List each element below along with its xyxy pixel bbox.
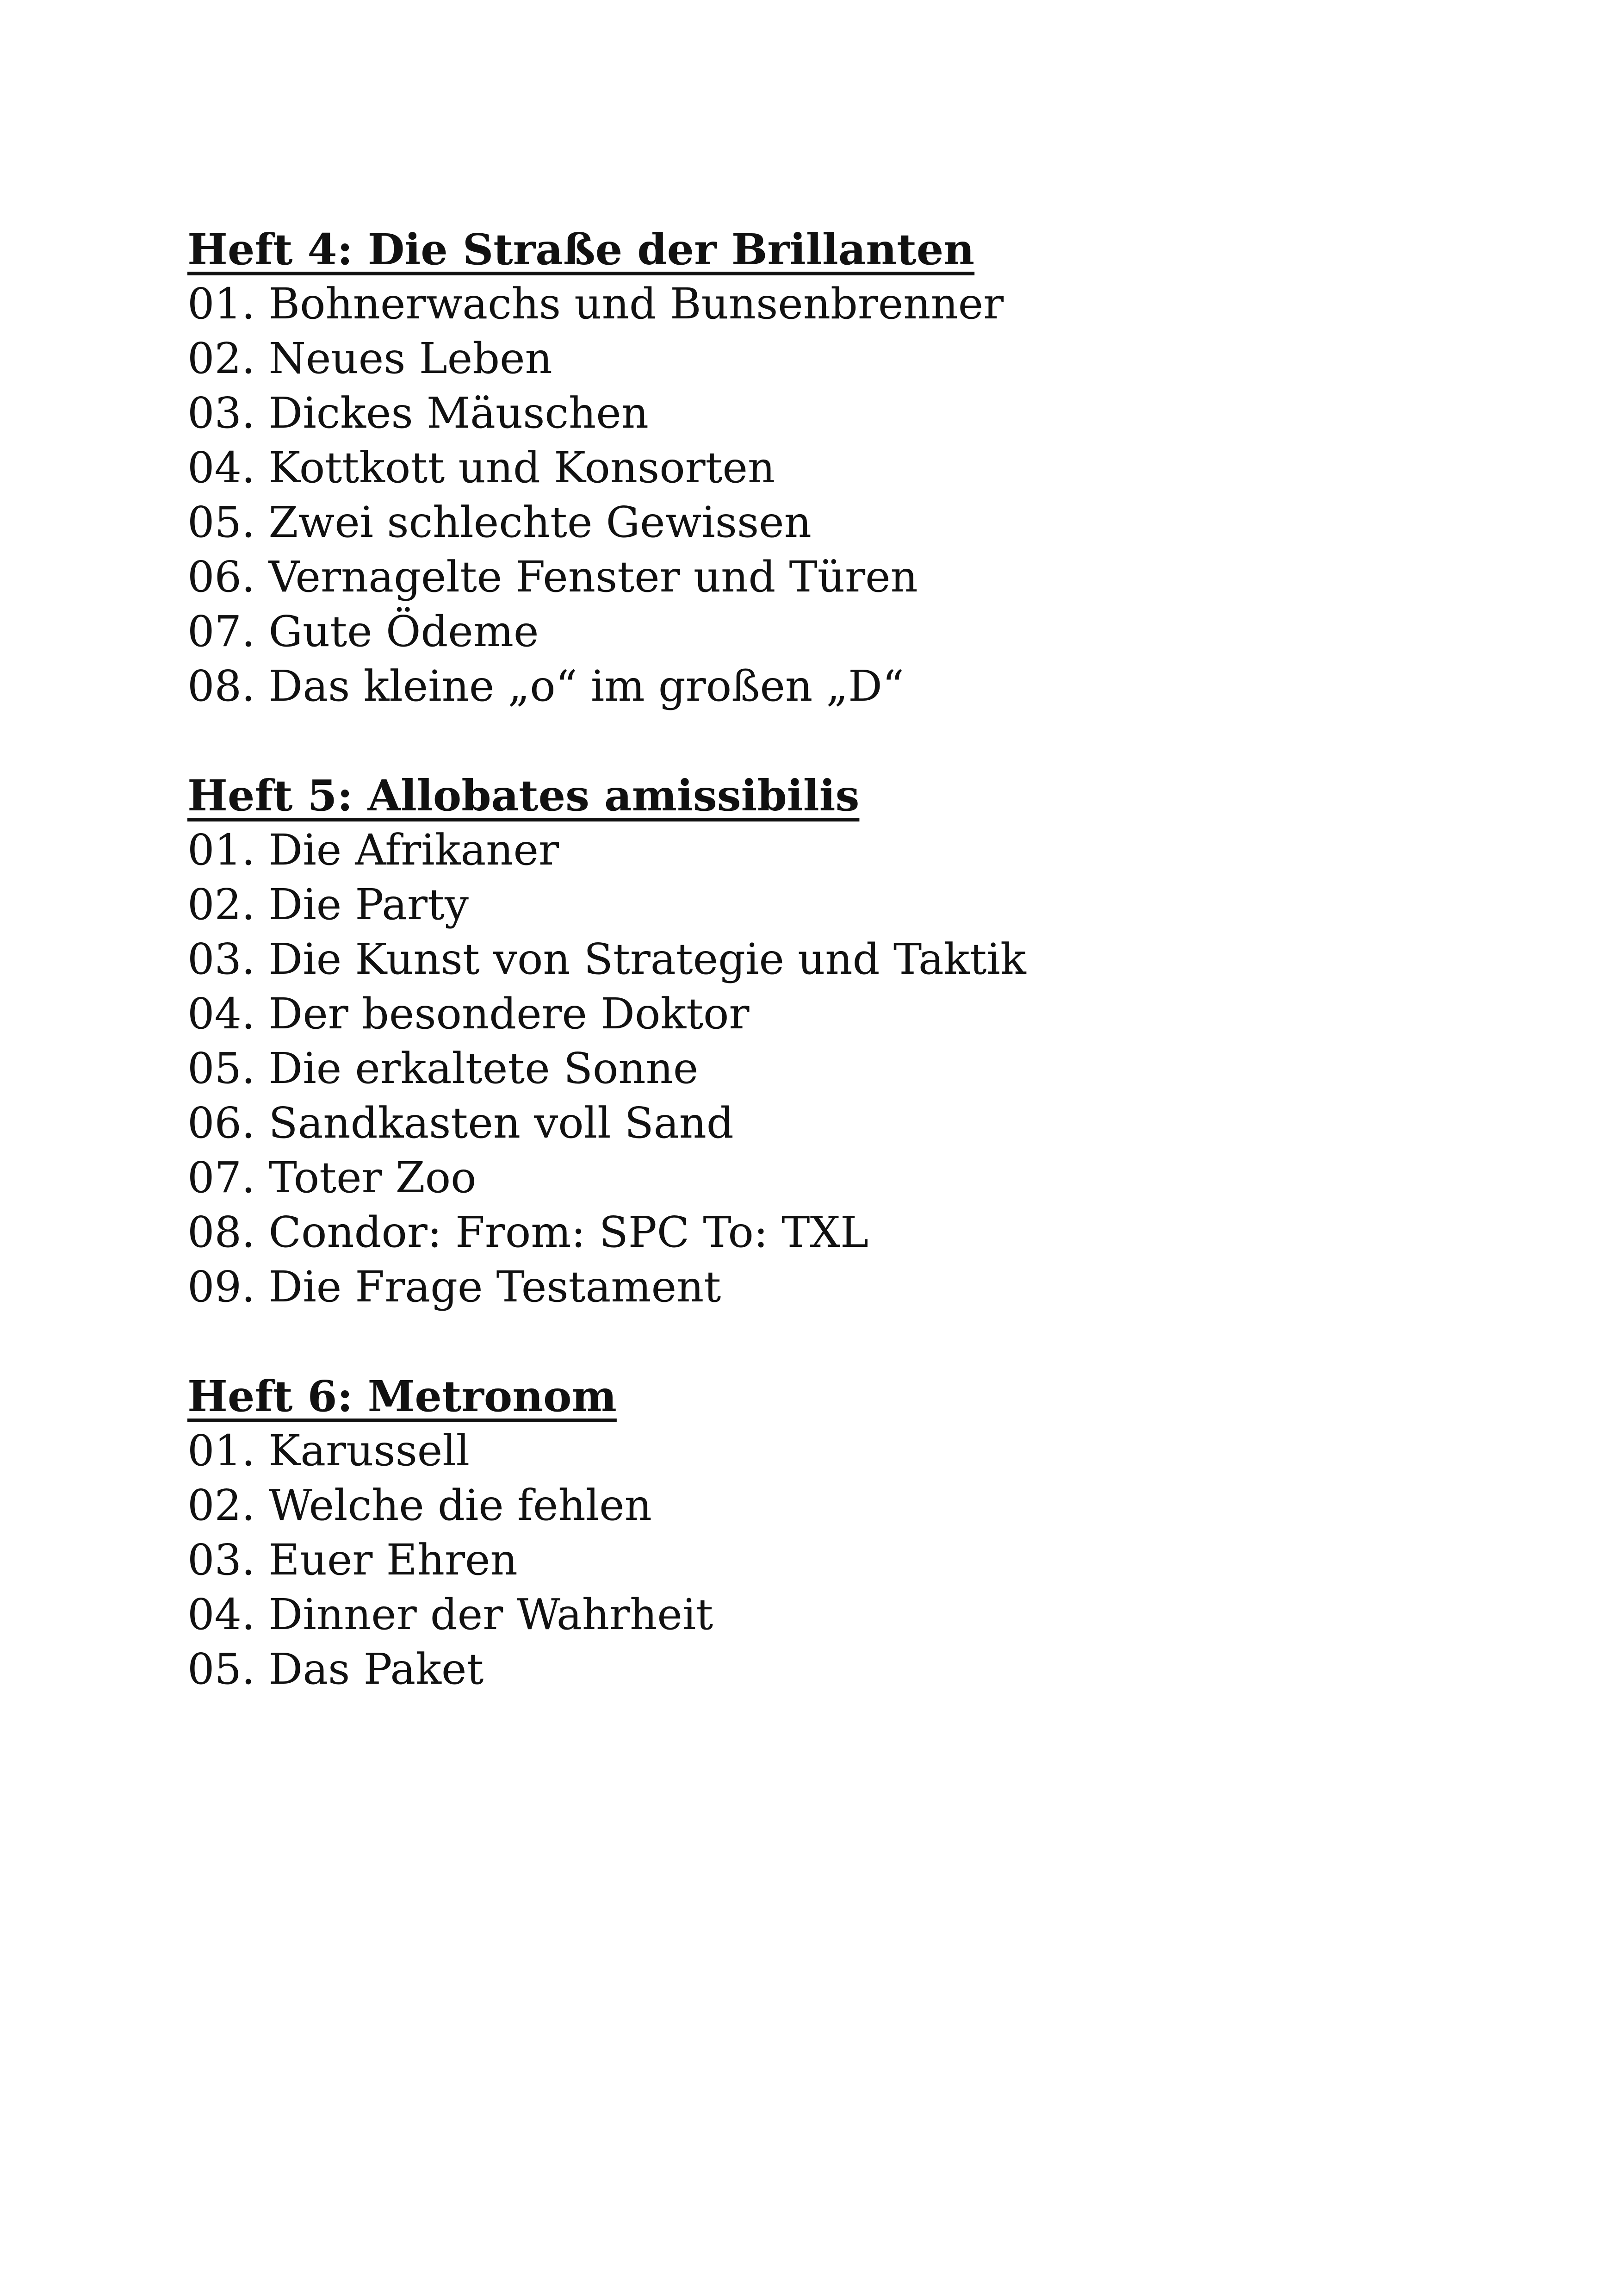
episode-list	[187, 823, 1483, 1314]
list-item: 04. Der besondere Doktor	[187, 989, 750, 1039]
section-heft-6	[187, 1369, 1483, 1697]
episode-list	[187, 1424, 1483, 1697]
list-item: 06. Vernagelte Fenster und Türen	[187, 552, 918, 602]
episode-list	[187, 277, 1483, 714]
list-item: 06. Sandkasten voll Sand	[187, 1098, 734, 1148]
section-heft-4	[187, 222, 1483, 714]
list-item: 09. Die Frage Testament	[187, 1262, 721, 1312]
section-heft-5	[187, 768, 1483, 1314]
list-item: 05. Das Paket	[187, 1644, 484, 1694]
list-item: 05. Die erkaltete Sonne	[187, 1044, 699, 1093]
list-item: 02. Neues Leben	[187, 334, 552, 383]
list-item: 07. Gute Ödeme	[187, 607, 539, 656]
section-heading: Heft 4: Die Straße der Brillanten	[187, 224, 975, 274]
list-item: 04. Dinner der Wahrheit	[187, 1590, 713, 1639]
list-item: 08. Condor: From: SPC To: TXL	[187, 1207, 869, 1257]
list-item: 03. Euer Ehren	[187, 1535, 518, 1585]
list-item: 01. Die Afrikaner	[187, 825, 559, 875]
section-heading: Heft 6: Metronom	[187, 1371, 617, 1421]
list-item: 02. Die Party	[187, 880, 469, 929]
list-item: 07. Toter Zoo	[187, 1153, 477, 1202]
list-item: 03. Dickes Mäuschen	[187, 388, 649, 438]
list-item: 05. Zwei schlechte Gewissen	[187, 498, 812, 547]
list-item: 01. Bohnerwachs und Bunsenbrenner	[187, 279, 1004, 329]
list-item: 08. Das kleine „o“ im großen „D“	[187, 661, 904, 711]
list-item: 02. Welche die fehlen	[187, 1481, 652, 1530]
section-heading: Heft 5: Allobates amissibilis	[187, 771, 860, 821]
list-item: 03. Die Kunst von Strategie und Taktik	[187, 934, 1026, 984]
list-item: 04. Kottkott und Konsorten	[187, 443, 775, 492]
document-content	[187, 222, 1483, 1697]
list-item: 01. Karussell	[187, 1426, 470, 1475]
